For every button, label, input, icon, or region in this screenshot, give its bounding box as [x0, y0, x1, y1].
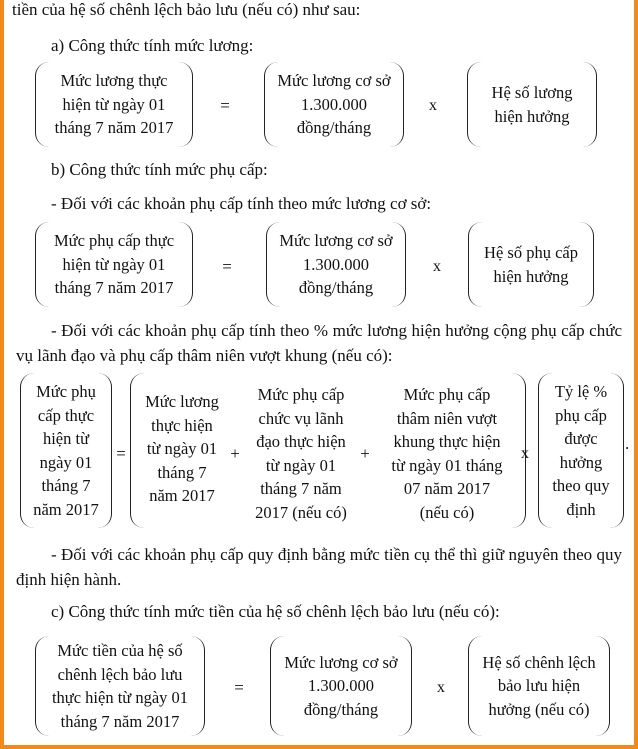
- salary-coefficient-text: Hệ số lương hiện hưởng: [491, 83, 573, 126]
- salary-term-text: Mức lương thực hiện từ ngày 01 tháng 7 năm 2017: [54, 71, 174, 138]
- equals-sign: =: [116, 444, 126, 463]
- reserve-difference-term-text: Mức tiền của hệ số chênh lệch bảo lưu thực hiện từ ngày 01 tháng 7 năm 2017: [51, 641, 189, 731]
- salary-term-box: [35, 62, 193, 147]
- multiply-sign: x: [437, 679, 445, 696]
- section-a-heading: a) Công thức tính mức lương:: [51, 36, 254, 55]
- intro-line: tiền của hệ số chênh lệch bảo lưu (nếu có) như sau:: [12, 0, 361, 19]
- equals-sign: =: [222, 257, 232, 276]
- section-b-bullet-2: - Đối với các khoản phụ cấp tính theo % mức lương hiện hưởng cộng phụ cấp chức vụ lãnh đạo và phụ cấp thâm niên vượt khung (nếu có):: [16, 321, 622, 365]
- plus-sign: +: [230, 444, 240, 463]
- equals-sign: =: [234, 678, 244, 697]
- percentage-box: [538, 373, 624, 528]
- end-period: .: [625, 434, 630, 453]
- allowance-term-text: Mức phụ cấp thực hiện từ ngày 01 tháng 7 năm 2017: [53, 231, 175, 298]
- base-salary-box: [270, 636, 412, 736]
- allowance-coefficient-text: Hệ số phụ cấp hiện hưởng: [484, 243, 578, 286]
- reserve-coefficient-box: [468, 636, 610, 736]
- salary-part-text: Mức lương thực hiện từ ngày 01 tháng 7 năm 2017: [145, 392, 219, 505]
- leadership-allowance-text: Mức phụ cấp chức vụ lãnh đạo thực hiện từ ngày 01 tháng 7 năm 2017 (nếu có): [255, 385, 347, 522]
- allowance-coefficient-box: [468, 222, 594, 307]
- plus-sign: +: [360, 444, 370, 463]
- seniority-allowance-text: Mức phụ cấp thâm niên vượt khung thực hiện từ ngày 01 tháng 07 năm 2017 (nếu có): [391, 385, 503, 522]
- salary-coefficient-box: [467, 62, 597, 147]
- base-salary-text: Mức lương cơ sở 1.300.000 đồng/tháng: [277, 71, 391, 138]
- base-salary-text: Mức lương cơ sở 1.300.000 đồng/tháng: [284, 652, 398, 719]
- percentage-text: Tỷ lệ % phụ cấp được hưởng theo quy định: [552, 382, 610, 519]
- percent-allowance-term-text: Mức phụ cấp thực hiện từ ngày 01 tháng 7 năm 2017: [33, 382, 99, 519]
- allowance-term-box: [35, 222, 193, 307]
- multiply-sign: x: [433, 258, 441, 275]
- section-b-bullet-3: - Đối với các khoản phụ cấp quy định bằng mức tiền cụ thể thì giữ nguyên theo quy định hiện hành.: [16, 545, 622, 589]
- section-b-bullet-1: - Đối với các khoản phụ cấp tính theo mức lương cơ sở:: [51, 194, 432, 213]
- base-salary-box: [264, 62, 404, 147]
- multiply-sign: x: [521, 445, 529, 462]
- reserve-coefficient-text: Hệ số chênh lệch bảo lưu hiện hưởng (nếu có): [482, 652, 596, 719]
- base-salary-box: [266, 222, 406, 307]
- multiply-sign: x: [429, 97, 437, 114]
- base-salary-text: Mức lương cơ sở 1.300.000 đồng/tháng: [279, 231, 393, 298]
- percent-allowance-term-box: [20, 373, 112, 528]
- section-c-heading: c) Công thức tính mức tiền của hệ số chênh lệch bảo lưu (nếu có):: [51, 602, 500, 621]
- section-b-heading: b) Công thức tính mức phụ cấp:: [51, 160, 268, 179]
- reserve-difference-term-box: [35, 636, 205, 736]
- equals-sign: =: [220, 96, 230, 115]
